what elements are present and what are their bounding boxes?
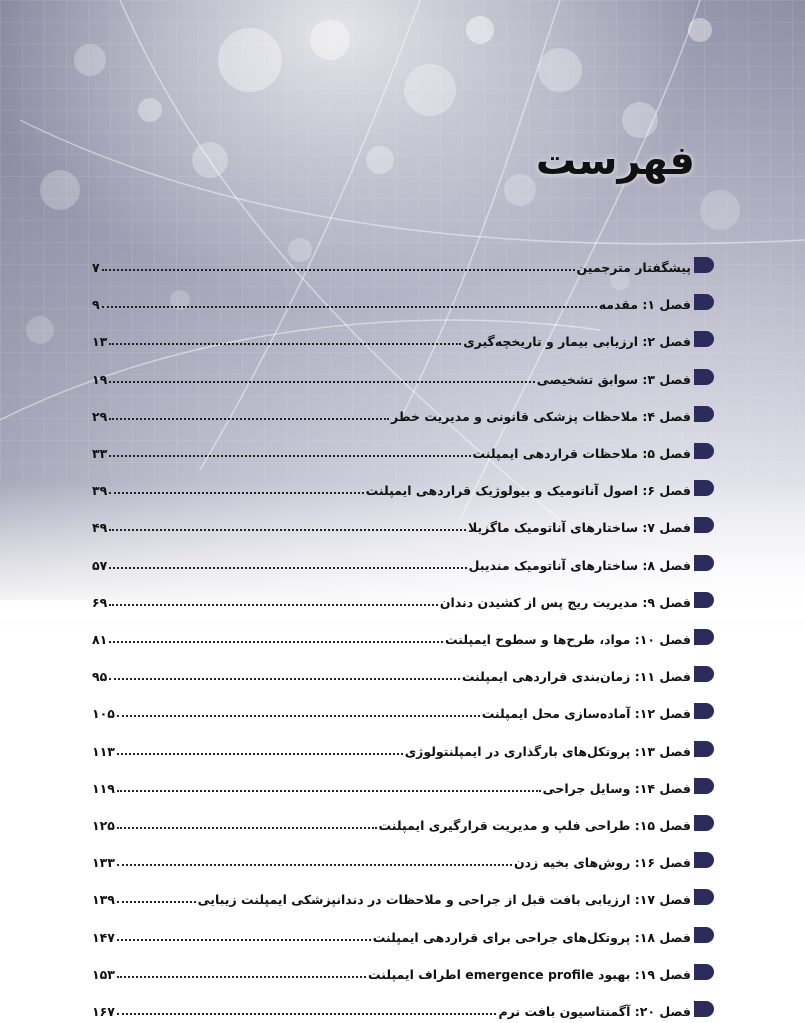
entry-marker-icon [694, 592, 714, 608]
entry-marker-icon [694, 703, 714, 719]
dot-leader [117, 901, 196, 903]
toc-entry[interactable] [92, 924, 714, 946]
dot-leader [117, 753, 403, 755]
entry-marker-icon [694, 443, 714, 459]
entry-title: فصل ۱۴: وسایل جراحی [542, 780, 691, 796]
entry-marker-icon [694, 257, 714, 273]
entry-page-number: ۱۳۹ [92, 892, 115, 908]
toc-entry[interactable] [92, 254, 714, 276]
entry-title: فصل ۶: اصول آناتومیک و بیولوژیک قراردهی ایمپلنت [365, 483, 691, 499]
entry-title: فصل ۸: ساختارهای آناتومیک مندیبل [468, 557, 691, 573]
entry-marker-icon [694, 815, 714, 831]
entry-title: فصل ۱۳: پروتکل‌های بارگذاری در ایمپلنتولوژی [404, 743, 691, 759]
dot-leader [109, 381, 535, 383]
dot-leader [117, 715, 480, 717]
dot-leader [117, 790, 541, 792]
dot-leader [109, 343, 461, 345]
entry-title: فصل ۱۶: روش‌های بخیه زدن [513, 855, 691, 871]
dot-leader [102, 306, 597, 308]
entry-title: فصل ۱: مقدمه [598, 297, 691, 313]
entry-page-number: ۴۹ [92, 520, 108, 536]
entry-marker-icon [694, 480, 714, 496]
dot-leader [109, 604, 438, 606]
toc-entry[interactable] [92, 366, 714, 388]
toc-entry[interactable] [92, 552, 714, 574]
toc-entry[interactable] [92, 812, 714, 834]
dot-leader [109, 529, 466, 531]
dot-leader [102, 269, 575, 271]
entry-page-number: ۱۳۳ [92, 855, 115, 871]
entry-marker-icon [694, 1001, 714, 1017]
toc-entry[interactable] [92, 328, 714, 350]
entry-marker-icon [694, 889, 714, 905]
entry-page-number: ۲۹ [92, 408, 108, 424]
entry-marker-icon [694, 964, 714, 980]
toc-entry[interactable] [92, 700, 714, 722]
entry-page-number: ۱۵۳ [92, 966, 115, 982]
toc-entry[interactable] [92, 403, 714, 425]
entry-title: فصل ۲۰: آگمنتاسیون بافت نرم [498, 1004, 691, 1019]
dot-leader [109, 492, 363, 494]
entry-title: فصل ۱۷: ارزیابی بافت قبل از جراحی و ملاحظات در دندانپزشکی ایمپلنت زیبایی [197, 892, 691, 908]
toc-entry[interactable] [92, 998, 714, 1020]
dot-leader [117, 976, 366, 978]
entry-page-number: ۷ [92, 260, 100, 275]
entry-page-number: ۱۶۷ [92, 1004, 115, 1019]
dot-leader [109, 455, 470, 457]
entry-page-number: ۱۳ [92, 334, 108, 350]
entry-page-number: ۳۹ [92, 483, 108, 499]
dot-leader [109, 641, 443, 643]
entry-page-number: ۹ [92, 297, 100, 313]
entry-title: فصل ۱۵: طراحی فلپ و مدیریت قرارگیری ایمپلنت [378, 818, 691, 833]
entry-title: پیشگفتار مترجمین [576, 260, 691, 275]
entry-marker-icon [694, 927, 714, 943]
entry-page-number: ۱۴۷ [92, 929, 115, 945]
entry-marker-icon [694, 629, 714, 645]
toc-entry[interactable] [92, 961, 714, 983]
toc-entry[interactable] [92, 626, 714, 648]
entry-title: فصل ۱۸: پروتکل‌های جراحی برای قراردهی ایمپلنت [372, 929, 691, 945]
toc-entry[interactable] [92, 440, 714, 462]
toc-entry[interactable] [92, 291, 714, 313]
entry-title: فصل ۱۹: بهبود emergence profile اطراف ایمپلنت [368, 966, 691, 982]
dot-leader [117, 939, 371, 941]
toc-entry[interactable] [92, 589, 714, 611]
entry-page-number: ۹۵ [92, 669, 108, 685]
entry-marker-icon [694, 852, 714, 868]
dot-leader [117, 827, 377, 829]
entry-marker-icon [694, 517, 714, 533]
entry-title: فصل ۵: ملاحظات قراردهی ایمپلنت [472, 446, 691, 461]
entry-page-number: ۱۱۳ [92, 743, 115, 759]
entry-page-number: ۶۹ [92, 594, 108, 610]
toc-entry[interactable] [92, 477, 714, 499]
entry-marker-icon [694, 294, 714, 310]
toc-entry[interactable] [92, 849, 714, 871]
entry-marker-icon [694, 406, 714, 422]
entry-page-number: ۱۹ [92, 371, 108, 387]
entry-title: فصل ۱۲: آماده‌سازی محل ایمپلنت [481, 706, 691, 722]
toc-entry[interactable] [92, 738, 714, 760]
dot-leader [109, 678, 460, 680]
entry-page-number: ۸۱ [92, 632, 108, 647]
toc-entry[interactable] [92, 775, 714, 797]
dot-leader [117, 1013, 497, 1015]
entry-marker-icon [694, 666, 714, 682]
entry-page-number: ۱۲۵ [92, 818, 115, 833]
toc-entry[interactable] [92, 663, 714, 685]
entry-page-number: ۱۱۹ [92, 780, 115, 796]
entry-page-number: ۳۳ [92, 446, 108, 461]
entry-title: فصل ۱۱: زمان‌بندی قراردهی ایمپلنت [461, 669, 691, 685]
entry-title: فصل ۱۰: مواد، طرح‌ها و سطوح ایمپلنت [445, 632, 691, 647]
entry-marker-icon [694, 778, 714, 794]
dot-leader [117, 864, 512, 866]
dot-leader [109, 567, 466, 569]
entry-title: فصل ۲: ارزیابی بیمار و تاریخچه‌گیری [463, 334, 691, 350]
page-title: فهرست [535, 138, 695, 184]
entry-title: فصل ۴: ملاحظات پزشکی قانونی و مدیریت خطر [391, 408, 691, 424]
dot-leader [109, 418, 389, 420]
entry-page-number: ۵۷ [92, 557, 108, 573]
entry-title: فصل ۳: سوابق تشخیصی [536, 371, 691, 387]
toc-entry[interactable] [92, 886, 714, 908]
entry-marker-icon [694, 555, 714, 571]
entry-title: فصل ۹: مدیریت ریج پس از کشیدن دندان [439, 594, 691, 610]
entry-marker-icon [694, 331, 714, 347]
toc-entry[interactable] [92, 514, 714, 536]
entry-page-number: ۱۰۵ [92, 706, 115, 722]
entry-title: فصل ۷: ساختارهای آناتومیک ماگزیلا [467, 520, 691, 536]
entry-marker-icon [694, 369, 714, 385]
entry-marker-icon [694, 741, 714, 757]
